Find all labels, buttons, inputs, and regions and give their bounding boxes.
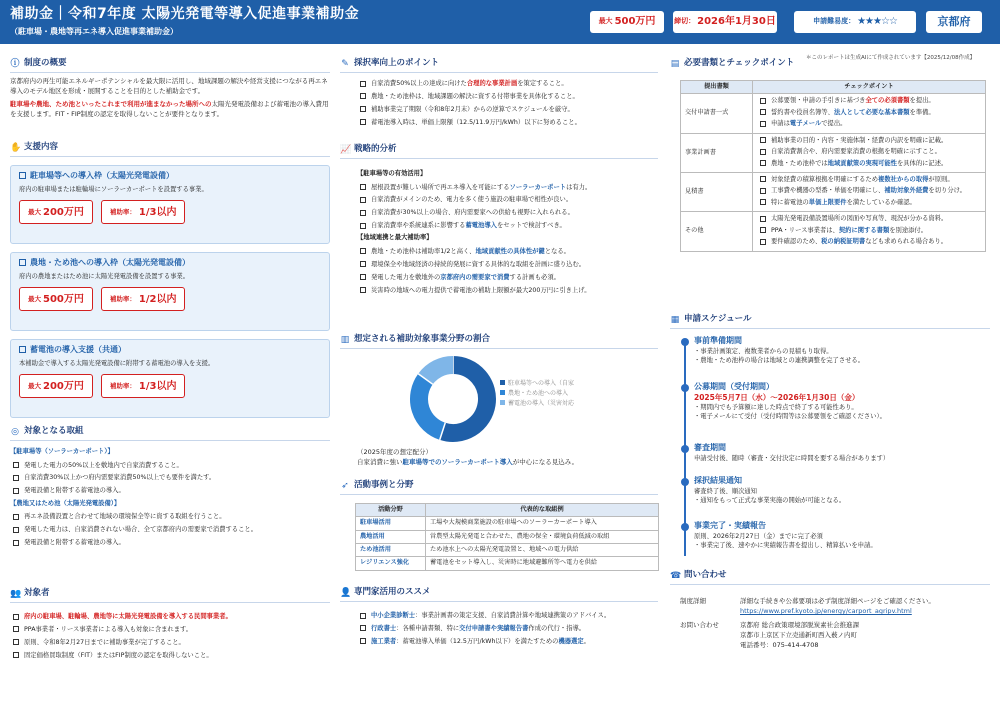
list-item: 屋根設置が難しい場所で再エネ導入を可能にするソーラーカーポートは有力。 xyxy=(357,183,657,192)
checkbox-icon xyxy=(360,638,366,644)
distribution-heading: ▥ 想定される補助対象事業分野の割合 xyxy=(340,334,658,349)
table-row: ため池活用 ため池水上への太陽光発電設置と、地域への電力供給 xyxy=(356,544,659,557)
donut-slice xyxy=(442,365,487,433)
checkbox-icon xyxy=(13,488,19,494)
checkbox-icon xyxy=(360,119,366,125)
list-item: PPA事業者・リース事業者による導入も対象に含まれます。 xyxy=(10,625,330,634)
list-item: 自家消費が30%以上の場合、府内需要家への供給も視野に入れられる。 xyxy=(357,208,657,217)
list-item: 自家消費率や系統連系に影響する蓄電池導入をセットで検討すべき。 xyxy=(357,221,657,230)
checkbox-icon xyxy=(760,239,766,245)
list-item: 行政書士：各種申請書類、特に交付申請書や実績報告書作成の代行・指導。 xyxy=(357,624,657,633)
checkbox-icon xyxy=(760,160,766,166)
strategy-list: 【駐車場等の有効活用】 屋根設置が難しい場所で再エネ導入を可能にするソーラーカーポートは有力。 自家消費がメインのため、電力を多く使う施設の駐車場で相性が良い。 自家消費が30%以上の場合、府内需要家への供給も視野に入れられる。 自家消費率や系統連系に影響する蓄電池導入をセットで検討すべき。 【地域連携と最大補助率】 農地・ため池枠は補助率1/2と高く、地域貢献性の具体性が鍵となる。 環境保全や地域経済の持続的発展に資する具体的な取組を計画に盛り込む。 発電した電力を敷地外の京都府内の需要家で消費する計画も必須。 災害時の地域への電力提供で蓄電池の補助上限額が最大200万円に引き上げ。 xyxy=(357,170,657,299)
schedule-timeline xyxy=(680,336,986,562)
checkbox-icon xyxy=(360,81,366,87)
max-amount-pill: 最大 200万円 xyxy=(19,200,93,224)
target-icon: ◎ xyxy=(11,426,19,437)
legend-swatch xyxy=(500,400,505,405)
calendar-icon: ▦ xyxy=(670,314,680,325)
timeline-dot xyxy=(681,478,689,486)
schedule-step: 事前準備期間 ・事業計画策定、複数業者からの見積もり取得。 ・農地・ため池枠の場合は地域との連携調整を完了させる。 xyxy=(680,336,986,366)
list-item: 中小企業診断士：事業計画書の策定支援、自家消費計算や地域連携策のアドバイス。 xyxy=(357,611,657,620)
max-amount-badge: 最大 500万円 xyxy=(590,11,664,33)
cases-heading: ➶ 活動事例と分野 xyxy=(340,480,658,495)
list-item: 農地・ため池枠は補助率1/2と高く、地域貢献性の具体性が鍵となる。 xyxy=(357,247,657,256)
legend-item: 駐車場等への導入（自家 xyxy=(500,379,660,389)
list-item: 再エネ設備設置と合わせて地域の環境保全等に資する取組を行うこと。 xyxy=(10,512,330,521)
list-item: 固定価格買取制度（FIT）またはFIP制度の認定を取得しないこと。 xyxy=(10,651,330,660)
list-item: 補助事業完了期限（令和8年2月末）からの逆算でスケジュールを厳守。 xyxy=(357,105,657,114)
support-card: 駐車場等への導入枠（太陽光発電設備） 府内の駐車場または駐輪場にソーラーカーポートを設置する事業。 最大 200万円 補助率： 1/3以内 xyxy=(10,165,330,244)
checkbox-icon xyxy=(760,121,766,127)
legend-item: 農地・ため池への導入 xyxy=(500,389,660,399)
phone-icon: ☎ xyxy=(670,570,682,581)
difficulty-badge: 申請難易度： ★★★☆☆ xyxy=(794,11,916,33)
list-item: 発電設備と附帯する蓄電池の導入。 xyxy=(10,486,330,495)
schedule-step: 採択結果通知 審査終了後、順次通知 ・通知をもって正式な事業実施の開始が可能となる。 xyxy=(680,476,986,506)
checkbox-icon xyxy=(760,199,766,205)
list-item: 農地・ため池枠では地域貢献策の実現可能性を具体的に記述。 xyxy=(757,159,981,168)
overview-heading: ⓘ 制度の概要 xyxy=(10,58,330,73)
distribution-donut-chart xyxy=(408,354,498,444)
list-item: 発電設備と附帯する蓄電池の導入。 xyxy=(10,538,330,547)
subsidy-rate-pill: 補助率： 1/3以内 xyxy=(101,374,186,398)
list-item: 対象経費の積算根拠を明確にするため複数社からの取得が原則。 xyxy=(757,175,981,184)
detail-page-link[interactable]: https://www.pref.kyoto.jp/energy/carport_agripv.html xyxy=(740,607,912,616)
ai-generated-note: ＊このレポートは生成AIにて作成されています【2025/12/08作成】 xyxy=(806,55,976,61)
experts-list xyxy=(357,611,657,650)
checkbox-icon xyxy=(13,626,19,632)
checkbox-icon xyxy=(360,625,366,631)
checkbox-icon xyxy=(760,149,766,155)
list-item: 公募要領・申請の手引きに基づき全ての必須書類を提出。 xyxy=(757,96,981,105)
strategy-heading: 📈 戦略的分析 xyxy=(340,144,658,159)
docs-table: 提出書類 チェックポイント 交付申請書一式 公募要領・申請の手引きに基づき全ての必須書類を提出。 誓約書や役員名簿等、法人として必要な基本書類を準備。 申請は電子メールで提出。 事業計画書 補助事業の目的・内容・実施体制・経費の内訳を明確に記載。 自家消費割合や、府内需要家消費の根拠を明確に示すこと。 農地・ため池枠では地域貢献策の実現可能性を具体的に記述。 見積書 対象経費の積算根拠を明確にするため複数社からの取得が原則。 工事費や機器の型番・単価を明確にし、補助対象外経費を切り分け。 特に蓄電池の単価上限要件を満たしているか確認。 その他 太陽光発電設備設置場所の図面や写真等、現況が分かる資料。 PPA・リース事業者は、契約に関する書類を別途添付。 要件確認のため、税の納税証明書なども求められる場合あり。 xyxy=(680,80,986,252)
lightbulb-icon: ✎ xyxy=(341,58,349,69)
deadline-badge: 締切： 2026年1月30日 xyxy=(673,11,777,33)
schedule-step: 公募期間（受付期間） 2025年5月7日（水）〜2026年1月30日（金） ・期間内でも予算額に達した時点で終了する可能性あり。 ・電子メールにて受付（受付時間等は公募要領をご確認ください）。 xyxy=(680,382,986,422)
checkbox-icon xyxy=(760,188,766,194)
chart-caption: （2025年度の想定配分） 自家消費に強い駐車場等でのソーラーカーポート導入が中心になる見込み。 xyxy=(357,448,579,467)
list-item: 自家消費30%以上かつ府内需要家消費50%以上でも要件を満たす。 xyxy=(10,473,330,482)
bar-chart-icon: ▥ xyxy=(340,334,350,345)
points-list xyxy=(357,79,657,131)
checkbox-icon xyxy=(760,137,766,143)
table-row: レジリエンス強化 蓄電池をセット導入し、災害時に地域避難所等へ電力を供給 xyxy=(356,557,659,570)
checkbox-icon xyxy=(19,346,26,353)
table-row: 見積書 対象経費の積算根拠を明確にするため複数社からの取得が原則。 工事費や機器の型番・単価を明確にし、補助対象外経費を切り分け。 特に蓄電池の単価上限要件を満たしているか確認。 xyxy=(681,172,986,211)
applicants-heading: 👥 対象者 xyxy=(10,588,330,603)
table-row: 事業計画書 補助事業の目的・内容・実施体制・経費の内訳を明確に記載。 自家消費割合や、府内需要家消費の根拠を明確に示すこと。 農地・ため池枠では地域貢献策の実現可能性を具体的に記述。 xyxy=(681,133,986,172)
checkbox-icon xyxy=(360,184,366,190)
checkbox-icon xyxy=(13,639,19,645)
checkbox-icon xyxy=(13,462,19,468)
checkbox-icon xyxy=(360,223,366,229)
checkbox-icon xyxy=(13,527,19,533)
list-item: 太陽光発電設備設置場所の図面や写真等、現況が分かる資料。 xyxy=(757,214,981,223)
table-row: その他 太陽光発電設備設置場所の図面や写真等、現況が分かる資料。 PPA・リース事業者は、契約に関する書類を別途添付。 要件確認のため、税の納税証明書なども求められる場合あり。 xyxy=(681,212,986,251)
user-icon: 👤 xyxy=(340,587,352,598)
chart-legend xyxy=(500,379,660,410)
donut-slice xyxy=(419,379,442,431)
list-item: 発電した電力の50%以上を敷地内で自家消費すること。 xyxy=(10,461,330,470)
schedule-step: 審査期間 申請受付後、随時（審査・交付決定に時間を要する場合があります） xyxy=(680,443,986,463)
rocket-icon: ➶ xyxy=(341,480,349,491)
star-rating: ★★★☆☆ xyxy=(857,16,897,28)
table-row: 交付申請書一式 公募要領・申請の手引きに基づき全ての必須書類を提出。 誓約書や役員名簿等、法人として必要な基本書類を準備。 申請は電子メールで提出。 xyxy=(681,94,986,133)
checkbox-icon xyxy=(360,248,366,254)
checkbox-icon xyxy=(360,613,366,619)
checkbox-icon xyxy=(13,540,19,546)
page-header xyxy=(0,0,1000,44)
checkbox-icon xyxy=(360,197,366,203)
targets-heading: ◎ 対象となる取組 xyxy=(10,426,330,441)
checkbox-icon xyxy=(360,93,366,99)
list-item: 工事費や機器の型番・単価を明確にし、補助対象外経費を切り分け。 xyxy=(757,186,981,195)
page-title: 補助金｜令和7年度 太陽光発電等導入促進事業補助金 xyxy=(10,6,360,22)
targets-list: 【駐車場等（ソーラーカーポート）】 発電した電力の50%以上を敷地内で自家消費すること。 自家消費30%以上かつ府内需要家消費50%以上でも要件を満たす。 発電設備と附帯する蓄電池の導入。 【農地又はため池（太陽光発電設備）】 再エネ設備設置と合わせて地域の環境保全等に資する取組を行うこと。 発電した電力は、自家消費されない場合、全て京都府内の需要家で消費すること。 発電設備と附帯する蓄電池の導入。 xyxy=(10,448,330,551)
checkbox-icon xyxy=(13,514,19,520)
checkbox-icon xyxy=(760,98,766,104)
list-item: 自家消費割合や、府内需要家消費の根拠を明確に示すこと。 xyxy=(757,147,981,156)
checkbox-icon xyxy=(760,176,766,182)
legend-swatch xyxy=(500,380,505,385)
list-item: 要件確認のため、税の納税証明書なども求められる場合あり。 xyxy=(757,237,981,246)
chart-line-icon: 📈 xyxy=(340,144,352,155)
donut-slice xyxy=(425,365,453,379)
points-heading: ✎ 採択率向上のポイント xyxy=(340,58,658,73)
legend-swatch xyxy=(500,390,505,395)
list-item: 特に蓄電池の単価上限要件を満たしているか確認。 xyxy=(757,198,981,207)
document-icon: ▤ xyxy=(670,58,680,69)
checkbox-icon xyxy=(760,109,766,115)
list-item: 自家消費50%以上の達成に向けた合理的な事業計画を策定すること。 xyxy=(357,79,657,88)
contact-heading: ☎ 問い合わせ xyxy=(670,570,990,585)
schedule-step: 事業完了・実績報告 原則、2026年2月27日（金）までに完了必須 ・事業完了後、速やかに実績報告書を提出し、精算払いを申請。 xyxy=(680,521,986,551)
checkbox-icon xyxy=(760,227,766,233)
checkbox-icon xyxy=(13,652,19,658)
list-item: 農地・ため池枠は、地域課題の解決に資する付帯事業を具体化すること。 xyxy=(357,92,657,101)
handshake-icon: ✋ xyxy=(10,142,22,153)
list-item: 蓄電池導入時は、単価上限額（12.5/11.9万円/kWh）以下に努めること。 xyxy=(357,118,657,127)
checkbox-icon xyxy=(760,216,766,222)
list-item: 災害時の地域への電力提供で蓄電池の補助上限額が最大200万円に引き上げ。 xyxy=(357,286,657,295)
subsidy-rate-pill: 補助率： 1/2以内 xyxy=(101,287,186,311)
applicants-list xyxy=(10,612,330,664)
list-item: 環境保全や地域経済の持続的発展に資する具体的な取組を計画に盛り込む。 xyxy=(357,260,657,269)
checkbox-icon xyxy=(19,259,26,266)
contact-info: 制度詳細 詳細な手続きや公募要項は必ず制度詳細ページをご確認ください。 https://www.pref.kyoto.jp/energy/carport_agripv.html お問い合わせ 京都府 総合政策環境部脱炭素社会推進課 京都市上京区下立売通新町西入薮ノ内町 電話番号：075-414-4708 xyxy=(680,597,935,650)
checkbox-icon xyxy=(360,274,366,280)
timeline-dot xyxy=(681,445,689,453)
overview-text: 京都府内の再生可能エネルギーポテンシャルを最大限に活用し、地域課題の解決や経営支援につながる再エネ導入のモデル地区を形成・展開することを目的とした補助金です。 駐車場や農地、ため池といったこれまで利用が進まなかった場所への太陽光発電設備および蓄電池の導入費用を支援します。FIT・FIP制度の認定を取得しないことが要件となります。 xyxy=(10,77,329,119)
checkbox-icon xyxy=(360,261,366,267)
cases-table: 活動分野 代表的な取組例 駐車場活用 工場や大規模商業施設の駐車場へのソーラーカーポート導入 農地活用 営農型太陽光発電と合わせた、農地の保全・環境負荷低減の取組 ため池活用 ため池水上への太陽光発電設置と、地域への電力供給 レジリエンス強化 蓄電池をセット導入し、災害時に地域避難所等へ電力を供給 xyxy=(355,503,659,571)
list-item: 発電した電力は、自家消費されない場合、全て京都府内の需要家で消費すること。 xyxy=(10,525,330,534)
list-item: 補助事業の目的・内容・実施体制・経費の内訳を明確に記載。 xyxy=(757,136,981,145)
legend-item: 蓄電池の導入（災害対応 xyxy=(500,399,660,409)
list-item: PPA・リース事業者は、契約に関する書類を別途添付。 xyxy=(757,226,981,235)
max-amount-pill: 最大 500万円 xyxy=(19,287,93,311)
max-amount-pill: 最大 200万円 xyxy=(19,374,93,398)
list-item: 申請は電子メールで提出。 xyxy=(757,119,981,128)
schedule-heading: ▦ 申請スケジュール xyxy=(670,314,990,329)
list-item: 府内の駐車場、駐輪場、農地等に太陽光発電設備を導入する民間事業者。 xyxy=(10,612,330,621)
timeline-dot xyxy=(681,384,689,392)
list-item: 誓約書や役員名簿等、法人として必要な基本書類を準備。 xyxy=(757,108,981,117)
support-card: 蓄電池の導入支援（共通） 本補助金で導入する太陽光発電設備に附帯する蓄電池の導入を支援。 最大 200万円 補助率： 1/3以内 xyxy=(10,339,330,418)
people-icon: 👥 xyxy=(10,588,22,599)
list-item: 自家消費がメインのため、電力を多く使う施設の駐車場で相性が良い。 xyxy=(357,195,657,204)
list-item: 施工業者：蓄電池導入単価（12.5万円/kWh以下）を満たすための機器選定。 xyxy=(357,637,657,646)
checkbox-icon xyxy=(13,475,19,481)
page-subtitle: （駐車場・農地等再エネ導入促進事業補助金） xyxy=(10,27,178,36)
timeline-dot xyxy=(681,338,689,346)
timeline-dot xyxy=(681,523,689,531)
support-heading: ✋ 支援内容 xyxy=(10,142,330,157)
table-row: 農地活用 営農型太陽光発電と合わせた、農地の保全・環境負荷低減の取組 xyxy=(356,530,659,543)
checkbox-icon xyxy=(360,210,366,216)
support-card: 農地・ため池への導入枠（太陽光発電設備） 府内の農地またはため池に太陽光発電設備を設置する事業。 最大 500万円 補助率： 1/2以内 xyxy=(10,252,330,331)
info-icon: ⓘ xyxy=(10,58,20,69)
prefecture-badge: 京都府 xyxy=(926,11,982,33)
list-item: 発電した電力を敷地外の京都府内の需要家で消費する計画も必須。 xyxy=(357,273,657,282)
checkbox-icon xyxy=(360,287,366,293)
checkbox-icon xyxy=(19,172,26,179)
subsidy-rate-pill: 補助率： 1/3以内 xyxy=(101,200,186,224)
table-row: 駐車場活用 工場や大規模商業施設の駐車場へのソーラーカーポート導入 xyxy=(356,517,659,530)
list-item: 原則、令和8年2月27日までに補助事業が完了すること。 xyxy=(10,638,330,647)
checkbox-icon xyxy=(360,106,366,112)
docs-heading: ▤ 必要書類とチェックポイント xyxy=(670,58,795,69)
checkbox-icon xyxy=(13,614,19,620)
experts-heading: 👤 専門家活用のススメ xyxy=(340,587,658,602)
